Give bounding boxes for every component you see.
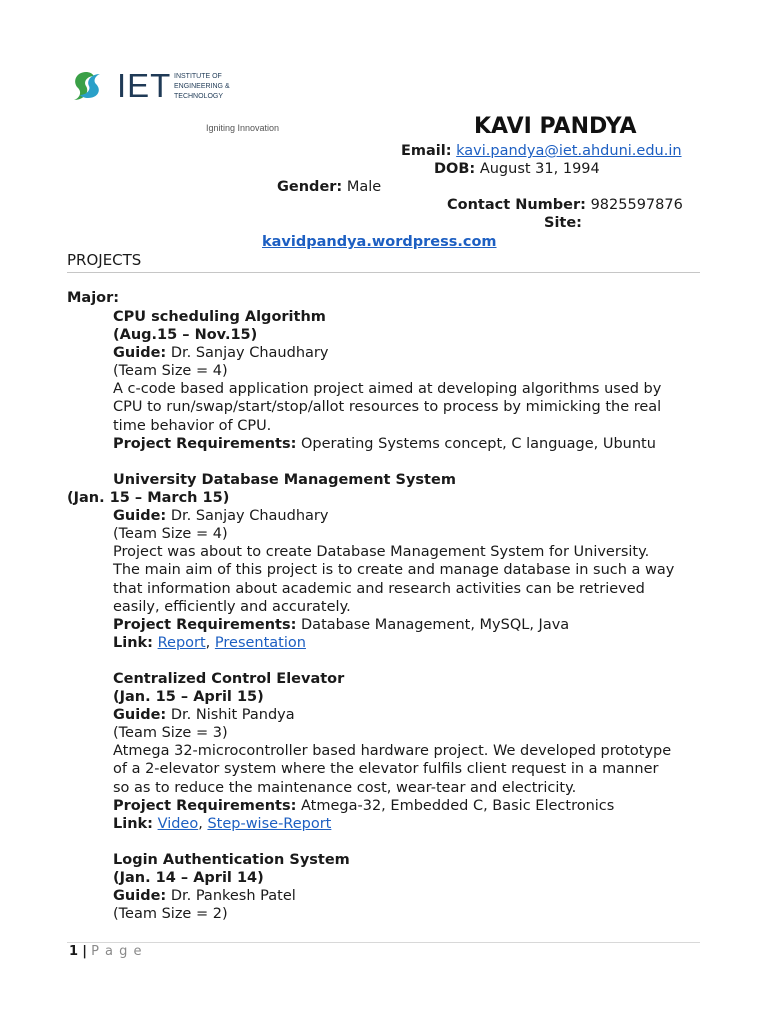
step-wise-report-link[interactable]: Step-wise-Report [207, 815, 332, 832]
project-description-line: A c-code based application project aimed at developing algorithms used by [113, 381, 662, 398]
project-description-line: Atmega 32-microcontroller based hardware project. We developed prototype [113, 743, 672, 760]
guide-name: Dr. Sanjay Chaudhary [170, 508, 329, 525]
project-description-line: time behavior of CPU. [113, 417, 272, 434]
project-title: Centralized Control Elevator [113, 671, 345, 687]
requirements-value: Operating Systems concept, C language, Ubuntu [301, 435, 656, 452]
presentation-link[interactable]: Presentation [214, 634, 306, 651]
section-heading: PROJECTS [67, 251, 142, 269]
iet-logo-icon [66, 68, 106, 104]
guide-label: Guide: [113, 345, 167, 362]
project-guide [113, 507, 674, 525]
project-guide [113, 344, 661, 362]
section-divider [67, 272, 700, 273]
tagline: Igniting Innovation [206, 123, 280, 133]
dob-row [434, 161, 600, 177]
email-label: Email: [401, 143, 452, 159]
guide-label: Guide: [113, 508, 167, 525]
project-team-size: (Team Size = 4) [113, 363, 228, 380]
project-item [113, 308, 661, 453]
project-description-line: The main aim of this project is to create and manage database in such a way [113, 562, 675, 579]
contact-label: Contact Number: [447, 197, 586, 213]
requirements-label: Project Requirements: [113, 435, 297, 452]
dob-label: DOB: [434, 161, 476, 177]
project-item [113, 670, 671, 833]
link-label: Link: [113, 815, 153, 832]
requirements-label: Project Requirements: [113, 797, 297, 814]
guide-label: Guide: [113, 707, 167, 724]
gender-value: Male [346, 179, 382, 195]
project-team-size: (Team Size = 4) [113, 526, 228, 543]
project-dates: (Jan. 15 – April 15) [113, 689, 264, 706]
project-dates: (Jan. 14 – April 14) [113, 870, 264, 887]
project-requirements [113, 435, 661, 453]
project-guide [113, 887, 350, 905]
project-team-size: (Team Size = 3) [113, 725, 228, 742]
project-dates: (Jan. 15 – March 15) [67, 490, 230, 507]
guide-name: Dr. Nishit Pandya [170, 707, 295, 724]
site-link[interactable]: kavidpandya.wordpress.com [262, 234, 497, 250]
logo-subtitle: INSTITUTE OF ENGINEERING & TECHNOLOGY [174, 73, 230, 100]
project-links: Link: Report, Presentation [113, 634, 306, 651]
page-number: 1 [69, 944, 79, 959]
project-description-line: CPU to run/swap/start/stop/allot resources to process by mimicking the real [113, 399, 662, 416]
logo-wordmark: IET [117, 67, 172, 104]
project-description-line: of a 2-elevator system where the elevator fulfils client request in a manner [113, 761, 659, 778]
project-guide [113, 706, 671, 724]
project-team-size: (Team Size = 2) [113, 906, 228, 923]
footer-divider [67, 942, 700, 943]
requirements-value: Atmega-32, Embedded C, Basic Electronics [301, 797, 615, 814]
project-description-line: Project was about to create Database Management System for University. [113, 544, 650, 561]
project-requirements [113, 616, 674, 634]
project-requirements [113, 797, 671, 815]
guide-name: Dr. Sanjay Chaudhary [170, 345, 329, 362]
dob-value: August 31, 1994 [479, 161, 600, 177]
guide-name: Dr. Pankesh Patel [170, 888, 296, 905]
project-title: University Database Management System [113, 472, 456, 488]
email-link[interactable]: kavi.pandya@iet.ahduni.edu.in [456, 143, 682, 159]
gender-label: Gender: [277, 179, 343, 195]
project-title: Login Authentication System [113, 852, 350, 868]
project-description-line: so as to reduce the maintenance cost, wear-tear and electricity. [113, 779, 577, 796]
project-item [113, 851, 350, 923]
footer-separator: | [82, 944, 87, 959]
link-label: Link: [113, 634, 153, 651]
person-name: KAVI PANDYA [474, 114, 637, 139]
contact-number-row [447, 197, 683, 213]
report-link[interactable]: Report [157, 634, 206, 651]
project-dates: (Aug.15 – Nov.15) [113, 327, 258, 344]
project-description-line: that information about academic and research activities can be retrieved [113, 580, 645, 597]
page-word: P a g e [91, 944, 143, 959]
site-label: Site: [544, 215, 582, 231]
project-item [67, 471, 675, 652]
requirements-label: Project Requirements: [113, 616, 297, 633]
gender-row [277, 179, 381, 195]
guide-label: Guide: [113, 888, 167, 905]
project-description-line: easily, efficiently and accurately. [113, 598, 351, 615]
project-title: CPU scheduling Algorithm [113, 309, 326, 325]
requirements-value: Database Management, MySQL, Java [301, 616, 570, 633]
email-row [401, 143, 682, 159]
project-links: Link: Video, Step-wise-Report [113, 815, 332, 832]
contact-value: 9825597876 [590, 197, 683, 213]
page-footer [69, 944, 143, 959]
major-label: Major: [67, 290, 120, 306]
video-link[interactable]: Video [157, 815, 199, 832]
